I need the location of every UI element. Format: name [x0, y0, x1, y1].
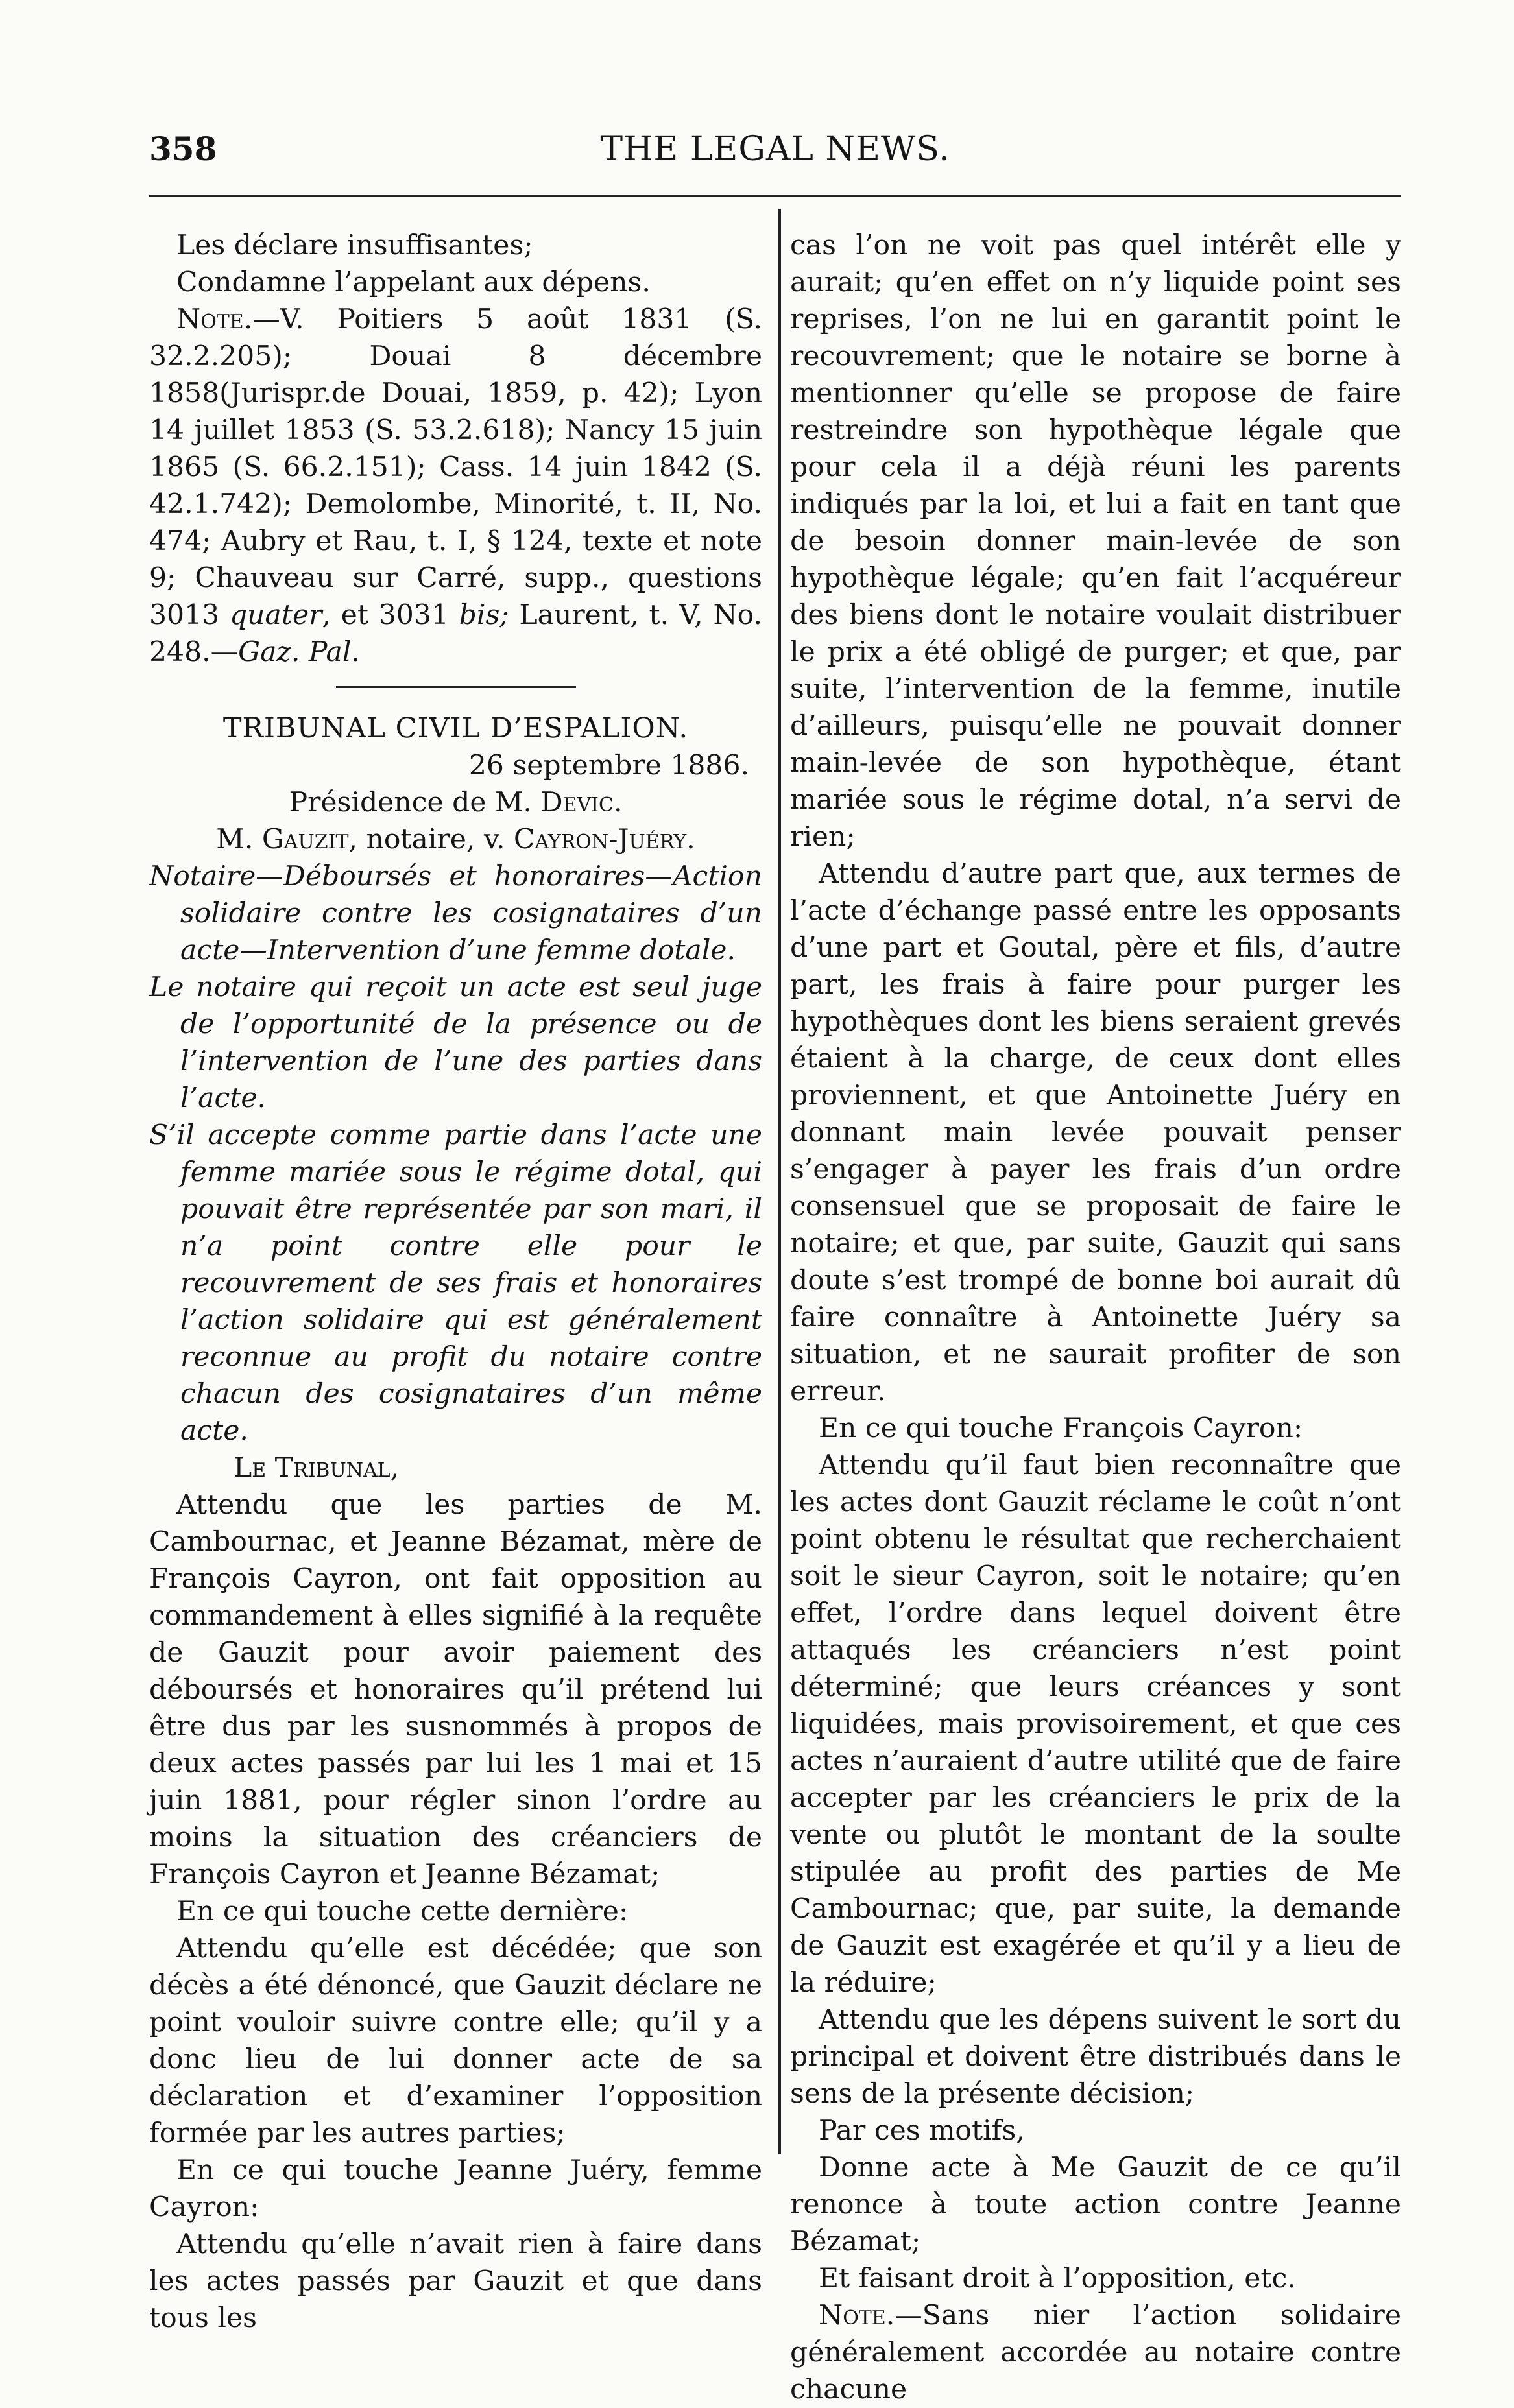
note-text: , et 3031	[322, 599, 459, 631]
note-paragraph	[149, 301, 762, 671]
header-rule	[149, 195, 1401, 197]
page-header	[149, 130, 1401, 182]
page-number: 358	[149, 130, 217, 168]
note-label: Note.	[176, 304, 253, 335]
note-label: Note.	[819, 2300, 895, 2331]
note-paragraph	[790, 2297, 1401, 2408]
presidence-text: Présidence de M.	[289, 787, 541, 818]
party-name: Cayron-Juéry.	[513, 824, 695, 855]
paragraph: Attendu qu’elle est décédée; que son décès a été dénoncé, que Gauzit déclare ne point vouloir suivre contre elle; qu’il y a donc lieu de lui donner acte de sa déclaration et d’examiner l’opposition formée par les autres parties;	[149, 1933, 762, 2149]
right-column	[790, 227, 1401, 2408]
column-divider	[778, 209, 781, 2154]
note-text: —Sans nier l’action solidaire généralement accordée au notaire contre chacune	[790, 2300, 1401, 2405]
party-name: Gauzit	[261, 824, 349, 855]
parties-text: M.	[216, 824, 262, 855]
paragraph: Attendu qu’elle n’avait rien à faire dans les actes passés par Gauzit et que dans tous les	[149, 2228, 762, 2334]
le-tribunal: Le Tribunal,	[234, 1452, 400, 1484]
court-title: TRIBUNAL CIVIL D’ESPALION.	[222, 712, 689, 745]
paragraph: Attendu que les parties de M. Cambournac, et Jeanne Bézamat, mère de François Cayron, ont fait opposition au commandement à elles signifié à la requête de Gauzit pour avoir paiement des déboursés et honoraires qu’il prétend lui être dus par les susnommés à propos de deux actes passés par lui les 1 mai et 15 juin 1881, pour régler sinon l’ordre au moins la situation des créanciers de François Cayron et Jeanne Bézamat;	[149, 1489, 762, 1890]
paragraph: En ce qui touche Jeanne Juéry, femme Cayron:	[149, 2154, 762, 2223]
paragraph: Les déclare insuffisantes;	[176, 230, 533, 261]
note-gaz: Gaz. Pal.	[238, 636, 360, 668]
presidence	[149, 784, 762, 821]
note-text: Laurent, t. V, No. 248.—	[149, 599, 762, 668]
paragraph: Et faisant droit à l’opposition, etc.	[819, 2263, 1296, 2295]
running-head: THE LEGAL NEWS.	[600, 130, 950, 169]
summary-paragraph: S’il accepte comme partie dans l’acte une femme mariée sous le régime dotal, qui pouvait être représentée par son mari, il n’a point contre elle pour le recouvrement de ses frais et honoraires l’action solidaire qui est généralement reconnue au profit du notaire contre chacun des cosignataires d’un même acte.	[149, 1119, 762, 1447]
parties-text: , notaire, v.	[348, 824, 514, 855]
section-divider	[336, 686, 576, 688]
paragraph: En ce qui touche François Cayron:	[819, 1413, 1303, 1444]
decision-date: 26 septembre 1886.	[468, 750, 749, 781]
summary-paragraph: Le notaire qui reçoit un acte est seul juge de l’opportunité de la présence ou de l’intervention de l’une des parties dans l’acte.	[149, 972, 762, 1114]
paragraph: Par ces motifs,	[819, 2115, 1025, 2147]
paragraph: En ce qui touche cette dernière:	[176, 1896, 629, 1927]
left-column	[149, 227, 762, 2337]
paragraph: Condamne l’appelant aux dépens.	[176, 267, 651, 298]
paragraph: Attendu d’autre part que, aux termes de l’acte d’échange passé entre les opposants d’une part et Goutal, père et fils, d’autre part, les frais à faire pour purger les hypothèques dont les biens seraient grevés étaient à la charge, de ceux dont elles proviennent, et que Antoinette Juéry en donnant main levée pouvait penser s’engager à payer les frais d’un ordre consensuel que se proposait de faire le notaire; et que, par suite, Gauzit qui sans doute s’est trompé de bonne boi aurait dû faire connaître à Antoinette Juéry sa situation, et ne saurait profiter de son erreur.	[790, 858, 1401, 1407]
paragraph: cas l’on ne voit pas quel intérêt elle y aurait; qu’en effet on n’y liquide point ses reprises, l’on ne lui en garantit point le recouvrement; que le notaire se borne à mentionner qu’elle se propose de faire restreindre son hypothèque légale que pour cela il a déjà réuni les parents indiqués par la loi, et lui a fait en tant que de besoin donner main-levée de son hypothèque légale; qu’en fait l’acquéreur des biens dont le notaire voulait distribuer le prix a été obligé de purger; et que, par suite, l’intervention de la femme, inutile d’ailleurs, puisqu’elle ne pouvait donner main-levée de son hypothèque, étant mariée sous le régime dotal, n’a servi de rien;	[790, 230, 1401, 853]
paragraph: Attendu qu’il faut bien reconnaître que les actes dont Gauzit réclame le coût n’ont point obtenu le résultat que recherchaient soit le sieur Cayron, soit le notaire; qu’en effet, l’ordre dans lequel doivent être attaqués les créanciers n’est point déterminé; que leurs créances y sont liquidées, mais provisoirement, et que ces actes n’auraient d’autre utilité que de faire accepter par les créanciers le prix de la vente ou plutôt le montant de la soulte stipulée au profit des parties de Me Cambournac; que, par suite, la demande de Gauzit est exagérée et qu’il y a lieu de la réduire;	[790, 1449, 1401, 1999]
note-bis: bis;	[459, 599, 509, 631]
paragraph: Attendu que les dépens suivent le sort du principal et doivent être distribués dans le sens de la présente décision;	[790, 2004, 1401, 2110]
parties	[149, 821, 762, 858]
presidence-name: Devic.	[540, 787, 623, 818]
note-text: —V. Poitiers 5 août 1831 (S. 32.2.205); Douai 8 décembre 1858(Jurispr.de Douai, 1859, p. 42); Lyon 14 juillet 1853 (S. 53.2.618); Nancy 15 juin 1865 (S. 66.2.151); Cass. 14 juin 1842 (S. 42.1.742); Demolombe, Minorité, t. II, No. 474; Aubry et Rau, t. I, § 124, texte et note 9; Chauveau sur Carré, supp., questions 3013	[149, 304, 762, 631]
paragraph: Donne acte à Me Gauzit de ce qu’il renonce à toute action contre Jeanne Bézamat;	[790, 2152, 1401, 2258]
headnote: Notaire—Déboursés et honoraires—Action solidaire contre les cosignataires d’un acte—Intervention d’une femme dotale.	[149, 861, 762, 966]
note-quater: quater	[229, 599, 322, 631]
